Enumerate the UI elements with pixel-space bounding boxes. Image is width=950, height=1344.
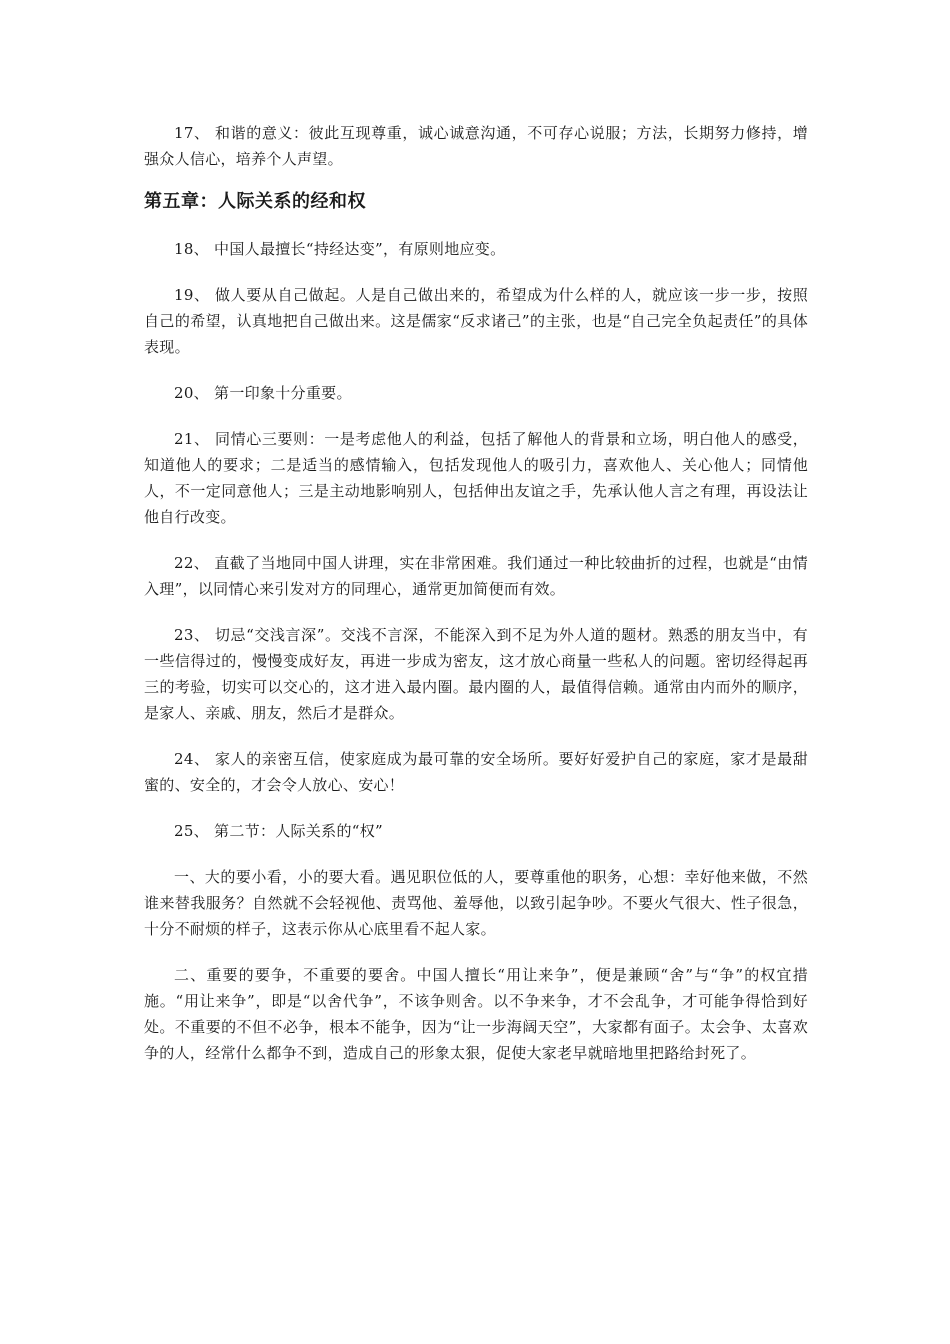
paragraph-17: 17、 和谐的意义：彼此互现尊重，诚心诚意沟通，不可存心说服；方法，长期努力修持，增强众人信心，培养个人声望。: [144, 124, 808, 168]
paragraph-19: 19、 做人要从自己做起。人是自己做出来的，希望成为什么样的人，就应该一步一步，按照自己的希望，认真地把自己做出来。这是儒家“反求诸己”的主张，也是“自己完全负起责任”的具体表现。: [144, 286, 808, 356]
paragraph-18: 18、 中国人最擅长“持经达变”，有原则地应变。: [174, 240, 506, 258]
paragraph-22: 22、 直截了当地同中国人讲理，实在非常困难。我们通过一种比较曲折的过程，也就是“由情入理”，以同情心来引发对方的同理心，通常更加简便而有效。: [144, 554, 808, 598]
document-body: [144, 120, 808, 1086]
chapter-heading: 第五章：人际关系的经和权: [144, 191, 366, 212]
paragraph-21: 21、 同情心三要则：一是考虑他人的利益，包括了解他人的背景和立场，明白他人的感受，知道他人的要求；二是适当的感情输入，包括发现他人的吸引力，喜欢他人、关心他人；同情他人，不一定同意他人；三是主动地影响别人，包括伸出友谊之手，先承认他人言之有理，再设法让他自行改变。: [144, 430, 808, 526]
paragraph-24: 24、 家人的亲密互信，使家庭成为最可靠的安全场所。要好好爱护自己的家庭，家才是最甜蜜的、安全的，才会令人放心、安心！: [144, 750, 808, 794]
paragraph-25-part-1: 一、大的要小看，小的要大看。遇见职位低的人，要尊重他的职务，心想：幸好他来做，不然谁来替我服务？自然就不会轻视他、责骂他、羞辱他，以致引起争吵。不要火气很大、性子很急，十分不耐烦的样子，这表示你从心底里看不起人家。: [144, 868, 808, 938]
paragraph-23: 23、 切忌“交浅言深”。交浅不言深，不能深入到不足为外人道的题材。熟悉的朋友当中，有一些信得过的，慢慢变成好友，再进一步成为密友，这才放心商量一些私人的问题。密切经得起再三的考验，切实可以交心的，这才进入最内圈。最内圈的人，最值得信赖。通常由内而外的顺序，是家人、亲戚、朋友，然后才是群众。: [144, 626, 808, 722]
paragraph-20: 20、 第一印象十分重要。: [174, 384, 352, 402]
paragraph-25-part-2: 二、重要的要争，不重要的要舍。中国人擅长“用让来争”，便是兼顾“舍”与“争”的权宜措施。“用让来争”，即是“以舍代争”，不该争则舍。以不争来争，才不会乱争，才可能争得恰到好处。不重要的不但不必争，根本不能争，因为“让一步海阔天空”，大家都有面子。太会争、太喜欢争的人，经常什么都争不到，造成自己的形象太狠，促使大家老早就暗地里把路给封死了。: [144, 966, 808, 1062]
paragraph-25: 25、 第二节：人际关系的“权”: [174, 822, 383, 840]
